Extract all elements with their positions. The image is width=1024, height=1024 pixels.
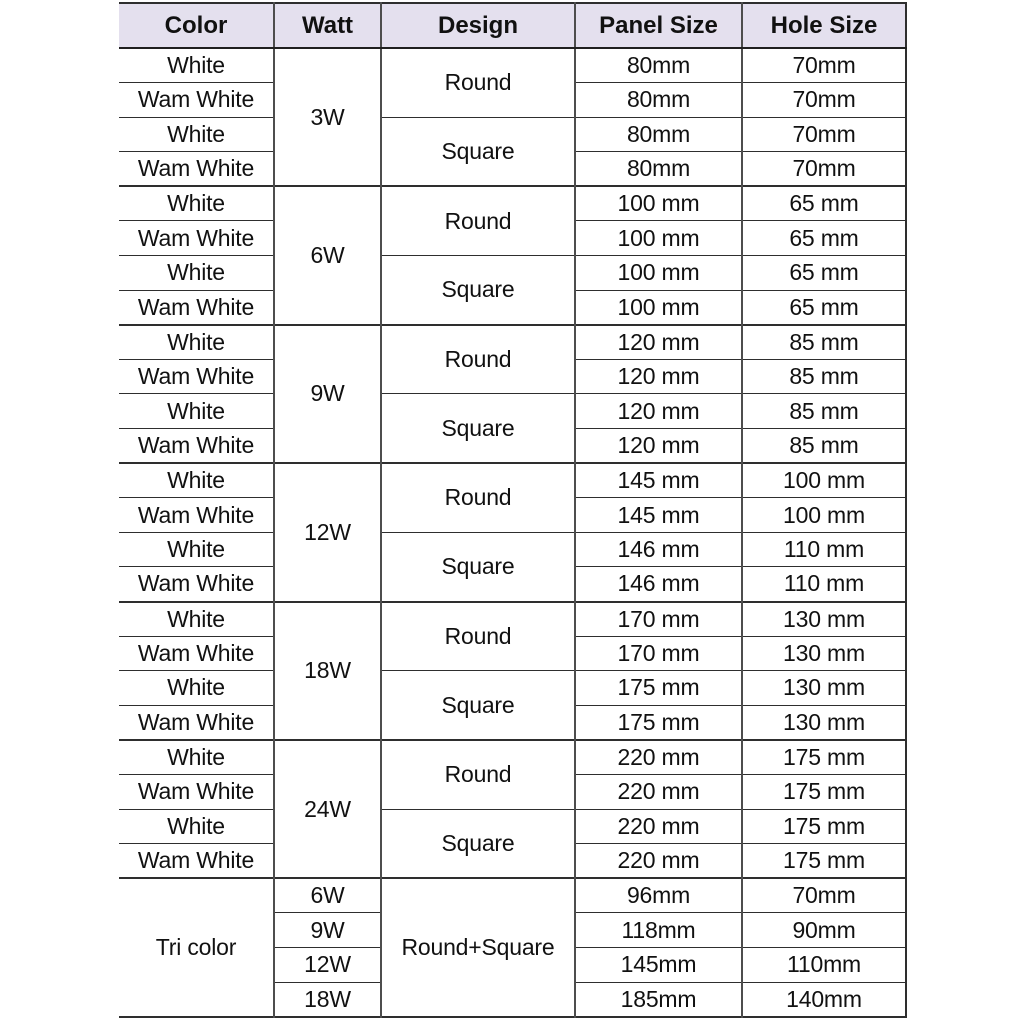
color-cell: White	[119, 463, 274, 498]
header-row	[119, 3, 906, 48]
design-cell: Square	[381, 532, 575, 601]
design-cell: Round	[381, 325, 575, 394]
hole-size-cell: 70mm	[742, 152, 906, 187]
color-cell: White	[119, 809, 274, 844]
color-cell: White	[119, 48, 274, 83]
watt-cell: 3W	[274, 48, 381, 186]
panel-size-cell: 80mm	[575, 152, 742, 187]
watt-cell: 12W	[274, 463, 381, 601]
product-spec-table	[119, 2, 907, 1018]
panel-size-cell: 170 mm	[575, 636, 742, 671]
hole-size-cell: 175 mm	[742, 740, 906, 775]
hole-size-cell: 110 mm	[742, 567, 906, 602]
panel-size-cell: 175 mm	[575, 671, 742, 706]
table-row	[119, 256, 906, 291]
design-cell: Square	[381, 394, 575, 463]
table-row	[119, 394, 906, 429]
panel-size-cell: 146 mm	[575, 567, 742, 602]
table-row	[119, 532, 906, 567]
watt-cell: 18W	[274, 982, 381, 1017]
hole-size-cell: 85 mm	[742, 429, 906, 464]
hole-size-cell: 100 mm	[742, 498, 906, 533]
color-cell: White	[119, 671, 274, 706]
panel-size-cell: 145 mm	[575, 498, 742, 533]
hole-size-cell: 100 mm	[742, 463, 906, 498]
design-cell: Round	[381, 48, 575, 117]
panel-size-cell: 220 mm	[575, 774, 742, 809]
design-cell: Square	[381, 671, 575, 740]
panel-size-cell: 220 mm	[575, 740, 742, 775]
hole-size-cell: 85 mm	[742, 394, 906, 429]
panel-size-cell: 145mm	[575, 947, 742, 982]
color-cell: Wam White	[119, 567, 274, 602]
design-cell: Square	[381, 256, 575, 325]
table-row	[119, 809, 906, 844]
design-cell: Round	[381, 740, 575, 809]
watt-cell: 9W	[274, 913, 381, 948]
color-cell: Wam White	[119, 636, 274, 671]
design-cell: Square	[381, 117, 575, 186]
table-row	[119, 48, 906, 83]
hole-size-cell: 130 mm	[742, 705, 906, 740]
color-cell: Wam White	[119, 429, 274, 464]
header-design: Design	[381, 3, 575, 48]
hole-size-cell: 70mm	[742, 117, 906, 152]
hole-size-cell: 175 mm	[742, 774, 906, 809]
panel-size-cell: 96mm	[575, 878, 742, 913]
panel-size-cell: 170 mm	[575, 602, 742, 637]
panel-size-cell: 80mm	[575, 83, 742, 118]
panel-size-cell: 120 mm	[575, 325, 742, 360]
table-row	[119, 463, 906, 498]
panel-size-cell: 175 mm	[575, 705, 742, 740]
hole-size-cell: 140mm	[742, 982, 906, 1017]
panel-size-cell: 120 mm	[575, 394, 742, 429]
table-row	[119, 878, 906, 913]
color-cell: White	[119, 186, 274, 221]
color-cell: Wam White	[119, 774, 274, 809]
header-hole-size: Hole Size	[742, 3, 906, 48]
hole-size-cell: 130 mm	[742, 636, 906, 671]
hole-size-cell: 110 mm	[742, 532, 906, 567]
panel-size-cell: 120 mm	[575, 429, 742, 464]
color-cell: White	[119, 325, 274, 360]
panel-size-cell: 220 mm	[575, 809, 742, 844]
panel-size-cell: 185mm	[575, 982, 742, 1017]
panel-size-cell: 100 mm	[575, 290, 742, 325]
color-cell: Wam White	[119, 844, 274, 879]
panel-size-cell: 100 mm	[575, 186, 742, 221]
color-cell: White	[119, 117, 274, 152]
watt-cell: 6W	[274, 878, 381, 913]
header-panel-size: Panel Size	[575, 3, 742, 48]
hole-size-cell: 65 mm	[742, 256, 906, 291]
watt-cell: 9W	[274, 325, 381, 463]
table-row	[119, 325, 906, 360]
table-row	[119, 740, 906, 775]
hole-size-cell: 85 mm	[742, 359, 906, 394]
panel-size-cell: 118mm	[575, 913, 742, 948]
panel-size-cell: 220 mm	[575, 844, 742, 879]
color-cell: Tri color	[119, 878, 274, 1016]
hole-size-cell: 175 mm	[742, 844, 906, 879]
design-cell: Square	[381, 809, 575, 878]
hole-size-cell: 65 mm	[742, 186, 906, 221]
hole-size-cell: 175 mm	[742, 809, 906, 844]
design-cell: Round+Square	[381, 878, 575, 1016]
panel-size-cell: 100 mm	[575, 256, 742, 291]
table-row	[119, 117, 906, 152]
hole-size-cell: 70mm	[742, 878, 906, 913]
color-cell: White	[119, 394, 274, 429]
header-color: Color	[119, 3, 274, 48]
panel-size-cell: 145 mm	[575, 463, 742, 498]
color-cell: Wam White	[119, 705, 274, 740]
design-cell: Round	[381, 602, 575, 671]
watt-cell: 18W	[274, 602, 381, 740]
header-watt: Watt	[274, 3, 381, 48]
color-cell: White	[119, 532, 274, 567]
watt-cell: 6W	[274, 186, 381, 324]
hole-size-cell: 70mm	[742, 48, 906, 83]
panel-size-cell: 146 mm	[575, 532, 742, 567]
hole-size-cell: 90mm	[742, 913, 906, 948]
spec-table-body	[119, 48, 906, 1017]
color-cell: Wam White	[119, 359, 274, 394]
hole-size-cell: 130 mm	[742, 671, 906, 706]
design-cell: Round	[381, 186, 575, 255]
panel-size-cell: 120 mm	[575, 359, 742, 394]
design-cell: Round	[381, 463, 575, 532]
color-cell: Wam White	[119, 498, 274, 533]
watt-cell: 12W	[274, 947, 381, 982]
table-row	[119, 671, 906, 706]
color-cell: White	[119, 740, 274, 775]
hole-size-cell: 85 mm	[742, 325, 906, 360]
panel-size-cell: 80mm	[575, 48, 742, 83]
table-row	[119, 602, 906, 637]
panel-size-cell: 80mm	[575, 117, 742, 152]
hole-size-cell: 130 mm	[742, 602, 906, 637]
hole-size-cell: 65 mm	[742, 290, 906, 325]
hole-size-cell: 70mm	[742, 83, 906, 118]
table-row	[119, 186, 906, 221]
color-cell: White	[119, 602, 274, 637]
color-cell: Wam White	[119, 221, 274, 256]
table-header	[119, 3, 906, 48]
watt-cell: 24W	[274, 740, 381, 878]
color-cell: Wam White	[119, 152, 274, 187]
hole-size-cell: 65 mm	[742, 221, 906, 256]
color-cell: White	[119, 256, 274, 291]
color-cell: Wam White	[119, 83, 274, 118]
hole-size-cell: 110mm	[742, 947, 906, 982]
color-cell: Wam White	[119, 290, 274, 325]
panel-size-cell: 100 mm	[575, 221, 742, 256]
